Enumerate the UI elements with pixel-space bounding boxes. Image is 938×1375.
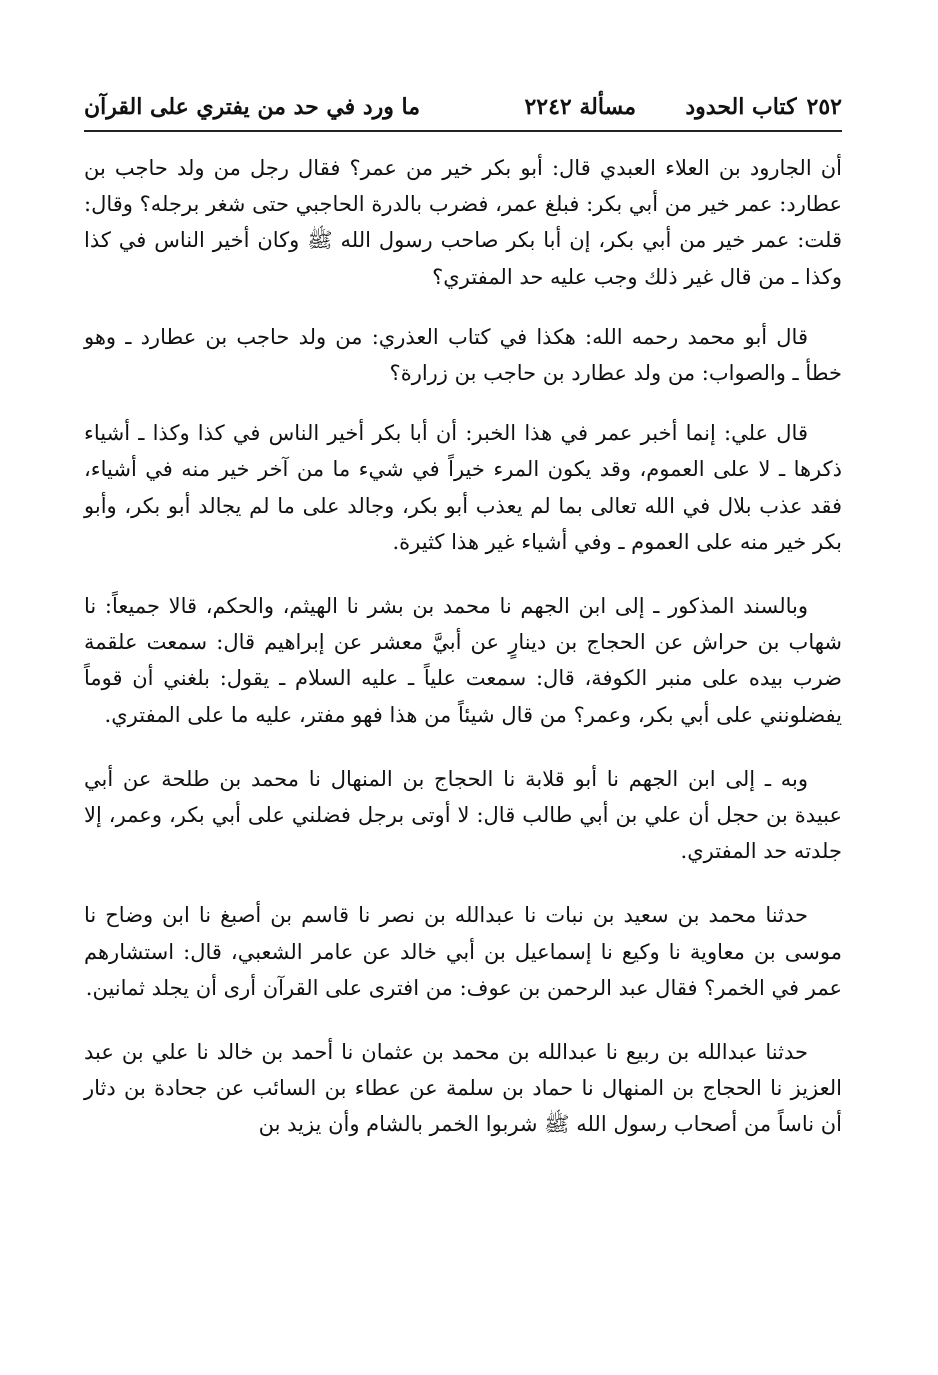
page-number: ٢٥٢	[806, 94, 842, 120]
book-title: كتاب الحدود	[685, 94, 797, 120]
book-page	[84, 86, 842, 1143]
running-header	[84, 86, 842, 128]
paragraph: وبالسند المذكور ـ إلى ابن الجهم نا محمد بن بشر نا الهيثم، والحكم، قالا جميعاً: نا شهاب بن حراش عن الحجاج بن دينارٍ عن أبيَّ معشر عن إبراهيم قال: سمعت علقمة ضرب بيده على منبر الكوفة، قال: سمعت علياً ـ عليه السلام ـ يقول: بلغني أن قوماً يفضلونني على أبي بكر، وعمر؟ من قال شيئاً من هذا فهو مفتر، عليه ما على المفتري.	[84, 594, 842, 727]
paragraph: حدثنا محمد بن سعيد بن نبات نا عبدالله بن نصر نا قاسم بن أصبغ نا ابن وضاح نا موسى بن معاوية نا وكيع نا إسماعيل بن أبي خالد عن عامر الشعبي، قال: استشارهم عمر في الخمر؟ فقال عبد الرحمن بن عوف: من افترى على القرآن أرى أن يجلد ثمانين.	[84, 903, 842, 1000]
header-right	[685, 86, 842, 128]
chapter-title: ما ورد في حد من يفتري على القرآن	[84, 94, 421, 120]
paragraph: وبه ـ إلى ابن الجهم نا أبو قلابة نا الحجاج بن المنهال نا محمد بن طلحة عن أبي عبيدة بن حجل أن علي بن أبي طالب قال: لا أوتى برجل فضلني على أبي بكر، وعمر، إلا جلدته حد المفتري.	[84, 766, 842, 864]
body-text	[84, 150, 842, 1143]
paragraph: قال أبو محمد رحمه الله: هكذا في كتاب العذري: من ولد حاجب بن عطارد ـ وهو خطأ ـ والصواب: من ولد عطارد بن حاجب بن زرارة؟	[84, 324, 842, 386]
header-rule	[84, 130, 842, 132]
paragraph: حدثنا عبدالله بن ربيع نا عبدالله بن محمد بن عثمان نا أحمد بن خالد نا علي بن عبد العزيز نا الحجاج بن المنهال نا حماد بن سلمة عن عطاء بن السائب عن جحادة بن دثار أن ناساً من أصحاب رسول الله ﷺ شربوا الخمر بالشام وأن يزيد بن	[84, 1040, 842, 1137]
issue-label: مسألة ٢٢٤٢	[524, 94, 636, 120]
paragraph: قال علي: إنما أخبر عمر في هذا الخبر: أن أبا بكر أخير الناس في كذا وكذا ـ أشياء ذكرها ـ لا على العموم، وقد يكون المرء خيراً في شيء ما من آخر خير منه في أشياء، فقد عذب بلال في الله تعالى بما لم يعذب أبو بكر، وجالد على ما لم يجالد أبو بكر، وأبو بكر خير منه على العموم ـ وفي أشياء غير هذا كثيرة.	[84, 421, 842, 554]
paragraph: أن الجارود بن العلاء العبدي قال: أبو بكر خير من عمر؟ فقال رجل من ولد حاجب بن عطارد: عمر خير من أبي بكر: فبلغ عمر، فضرب بالدرة الحاجبي حتى شغر برجله؟ وقال: قلت: عمر خير من أبي بكر، إن أبا بكر صاحب رسول الله ﷺ وكان أخير الناس في كذا وكذا ـ من قال غير ذلك وجب عليه حد المفتري؟	[84, 156, 842, 289]
